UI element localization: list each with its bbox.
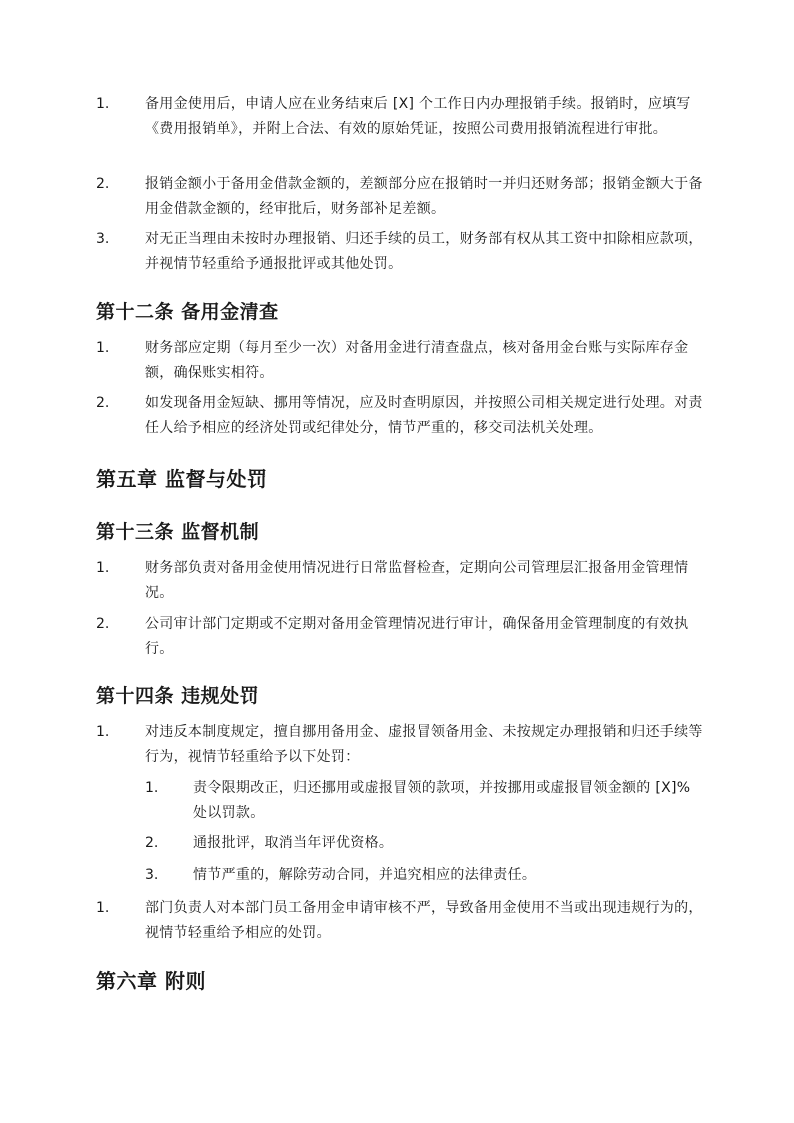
list-item-text: 通报批评，取消当年评优资格。 <box>193 835 394 851</box>
list-item-text: 公司审计部门定期或不定期对备用金管理情况进行审计，确保备用金管理制度的有效执行。 <box>145 616 689 657</box>
list-item <box>96 336 706 386</box>
sub-list-item <box>145 776 706 826</box>
list-item <box>96 556 706 606</box>
list-item-number: 1. <box>96 724 110 740</box>
list-item <box>96 612 706 662</box>
article-heading: 第十三条 监督机制 <box>96 521 260 543</box>
list-item <box>96 896 706 946</box>
article-heading: 第十四条 违规处罚 <box>96 685 260 707</box>
list-item <box>96 227 706 277</box>
list-item-number: 1. <box>96 96 110 112</box>
list-item-number: 3. <box>96 231 110 247</box>
list-item-number: 1. <box>145 780 159 796</box>
list-item-text: 情节严重的，解除劳动合同，并追究相应的法律责任。 <box>193 867 537 883</box>
list-item <box>96 172 706 222</box>
list-item-number: 2. <box>96 616 110 632</box>
list-item-text: 对无正当理由未按时办理报销、归还手续的员工，财务部有权从其工资中扣除相应款项，并视情节轻重给予通报批评或其他处罚。 <box>145 231 703 272</box>
list-item-number: 2. <box>96 176 110 192</box>
list-item-number: 2. <box>96 395 110 411</box>
list-item <box>96 92 706 142</box>
list-item-text: 责令限期改正，归还挪用或虚报冒领的款项，并按挪用或虚报冒领金额的 [X]% 处以罚款。 <box>193 780 691 821</box>
list-item-text: 备用金使用后，申请人应在业务结束后 [X] 个工作日内办理报销手续。报销时，应填写《费用报销单》，并附上合法、有效的原始凭证，按照公司费用报销流程进行审批。 <box>145 96 691 137</box>
list-item-text: 财务部负责对备用金使用情况进行日常监督检查，定期向公司管理层汇报备用金管理情况。 <box>145 560 689 601</box>
list-item-number: 1. <box>96 560 110 576</box>
sub-list-item <box>145 863 706 888</box>
list-item <box>96 391 706 441</box>
list-item-text: 报销金额小于备用金借款金额的，差额部分应在报销时一并归还财务部；报销金额大于备用金借款金额的，经审批后，财务部补足差额。 <box>145 176 703 217</box>
list-item-text: 财务部应定期（每月至少一次）对备用金进行清查盘点，核对备用金台账与实际库存金额，确保账实相符。 <box>145 340 689 381</box>
list-item-text: 如发现备用金短缺、挪用等情况，应及时查明原因，并按照公司相关规定进行处理。对责任人给予相应的经济处罚或纪律处分，情节严重的，移交司法机关处理。 <box>145 395 703 436</box>
list-item-number: 1. <box>96 900 110 916</box>
list-item-number: 3. <box>145 867 159 883</box>
list-item-number: 2. <box>145 835 159 851</box>
list-item <box>96 720 706 770</box>
article-heading: 第十二条 备用金清查 <box>96 301 279 323</box>
list-item-number: 1. <box>96 340 110 356</box>
list-item-text: 对违反本制度规定，擅自挪用备用金、虚报冒领备用金、未按规定办理报销和归还手续等行为，视情节轻重给予以下处罚： <box>145 724 703 765</box>
sub-list-item <box>145 831 706 856</box>
list-item-text: 部门负责人对本部门员工备用金申请审核不严，导致备用金使用不当或出现违规行为的，视情节轻重给予相应的处罚。 <box>145 900 703 941</box>
chapter-heading: 第六章 附则 <box>96 969 206 993</box>
chapter-heading: 第五章 监督与处罚 <box>96 467 268 491</box>
